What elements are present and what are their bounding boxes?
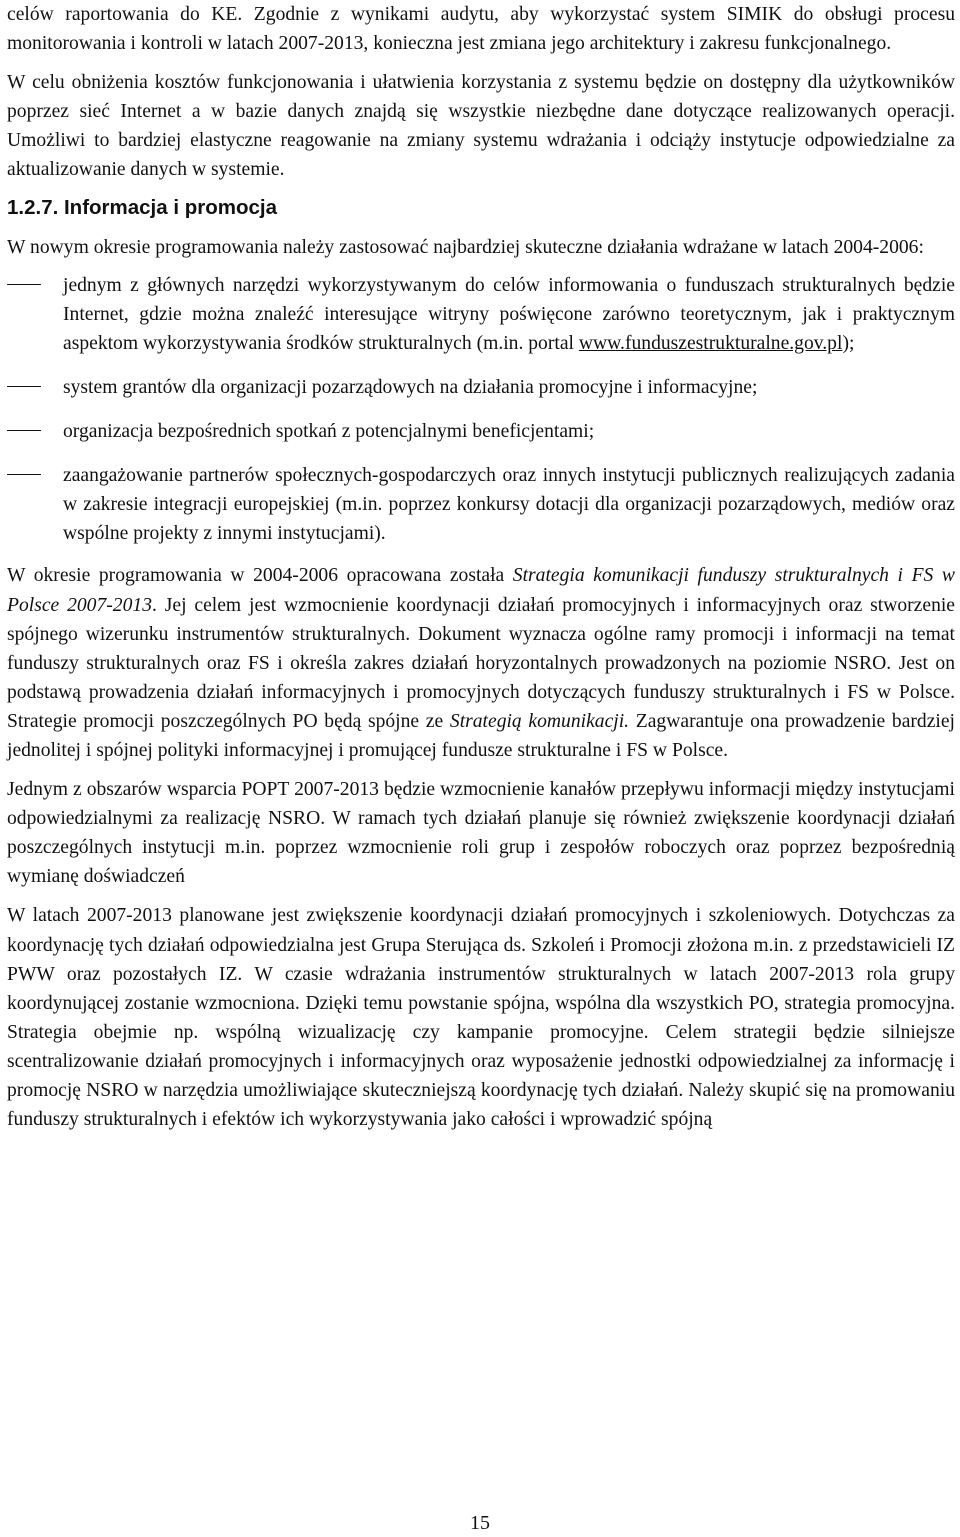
portal-link[interactable]: www.funduszestrukturalne.gov.pl xyxy=(578,332,843,354)
dash-bullet-icon xyxy=(7,430,41,431)
list-item xyxy=(7,271,955,358)
section-heading: 1.2.7. Informacja i promocja xyxy=(7,195,278,219)
list-item-text-end: ); xyxy=(842,332,855,354)
list-item-text-start: jednym z głównych narzędzi wykorzystywanym do celów informowania o funduszach strukturalnych będzie Internet, gdzie można znaleźć interesujące witryny poświęcone zarówno teoretycznym, jak i praktycznym aspektom wykorzystywania środków strukturalnych (m.in. portal xyxy=(63,274,955,354)
dash-bullet-icon xyxy=(7,386,41,387)
dash-list xyxy=(7,271,955,549)
list-item xyxy=(7,373,955,402)
strategy-ref-italic: Strategią komunikacji. xyxy=(449,710,630,732)
dash-bullet-icon xyxy=(7,284,41,285)
list-item-text: zaangażowanie partnerów społecznych-gospodarczych oraz innych instytucji publicznych realizujących zadania w zakresie integracji europejskiej (m.in. poprzez konkursy dotacji dla organizacji pozarządowych, mediów oraz wspólne projekty z innymi instytucjami). xyxy=(63,465,955,545)
list-item xyxy=(7,417,955,446)
strategy-text-a: W okresie programowania w 2004-2006 opracowana została xyxy=(7,565,513,587)
paragraph-simik-audit: celów raportowania do KE. Zgodnie z wynikami audytu, aby wykorzystać system SIMIK do obsługi procesu monitorowania i kontroli w latach 2007-2013, konieczna jest zmiana jego architektury i zakresu funkcjonalnego. xyxy=(7,4,955,55)
strategy-title-italic: Strategia komunikacji funduszy strukturalnych i FS w Polsce 2007-2013 xyxy=(7,565,955,616)
list-item-text: system grantów dla organizacji pozarządowych na działania promocyjne i informacyjne; xyxy=(63,376,758,398)
paragraph-coordination: W latach 2007-2013 planowane jest zwiększenie koordynacji działań promocyjnych i szkoleniowych. Dotychczas za koordynację tych działań odpowiedzialna jest Grupa Sterująca ds. Szkoleń i Promocji złożona m.in. z przedstawicieli IZ PWW oraz pozostałych IZ. W czasie wdrażania instrumentów strukturalnych w latach 2007-2013 rola grupy koordynującej zostanie wzmocniona. Dzięki temu powstanie spójna, wspólna dla wszystkich PO, strategia promocyjna. Strategia obejmie np. wspólną wizualizację czy kampanie promocyjne. Celem strategii będzie silniejsze scentralizowanie działań promocyjnych i informacyjnych oraz wyposażenie jednostki odpowiedzialnej za informację i promocję NSRO w narzędzia umożliwiające skuteczniejszą koordynację tych działań. Należy skupić się na promowaniu funduszy strukturalnych i efektów ich wykorzystywania jako całości i wprowadzić spójną xyxy=(7,905,955,1131)
list-item-text: organizacja bezpośrednich spotkań z potencjalnymi beneficjentami; xyxy=(63,421,595,443)
page-number: 15 xyxy=(470,1512,490,1534)
paragraph-new-period: W nowym okresie programowania należy zastosować najbardziej skuteczne działania wdrażane w latach 2004-2006: xyxy=(7,236,924,258)
paragraph-internet-access: W celu obniżenia kosztów funkcjonowania i ułatwienia korzystania z systemu będzie on dostępny dla użytkowników poprzez sieć Internet a w bazie danych znajdą się wszystkie niezbędne dane dotyczące realizowanych operacji. Umożliwi to bardziej elastyczne reagowanie na zmiany systemu wdrażania i odciąży instytucje odpowiedzialne za aktualizowanie danych w systemie. xyxy=(7,72,955,181)
list-item xyxy=(7,461,955,548)
paragraph-popt: Jednym z obszarów wsparcia POPT 2007-2013 będzie wzmocnienie kanałów przepływu informacji między instytucjami odpowiedzialnymi za realizację NSRO. W ramach tych działań planuje się również zwiększenie koordynacji działań poszczególnych instytucji m.in. poprzez wzmocnienie roli grup i zespołów roboczych oraz poprzez bezpośrednią wymianę doświadczeń xyxy=(7,779,955,888)
strategy-text-e: Zagwarantuje ona prowadzenie bardziej jednolitej i spójnej polityki informacyjnej i promującej fundusze strukturalne i FS w Polsce. xyxy=(7,710,955,761)
dash-bullet-icon xyxy=(7,474,41,475)
document-page xyxy=(7,0,955,1134)
list-item-text xyxy=(63,271,955,358)
paragraph-strategy xyxy=(7,561,955,765)
strategy-text-c: . Jej celem jest wzmocnienie koordynacji działań promocyjnych i informacyjnych oraz stworzenie spójnego wizerunku instrumentów strukturalnych. Dokument wyznacza ogólne ramy promocji i informacji na temat funduszy strukturalnych oraz FS i określa zakres działań horyzontalnych prowadzonych na poziomie NSRO. Jest on podstawą prowadzenia działań informacyjnych i promocyjnych dotyczących funduszy strukturalnych i FS w Polsce. Strategie promocji poszczególnych PO będą spójne ze xyxy=(7,594,956,732)
